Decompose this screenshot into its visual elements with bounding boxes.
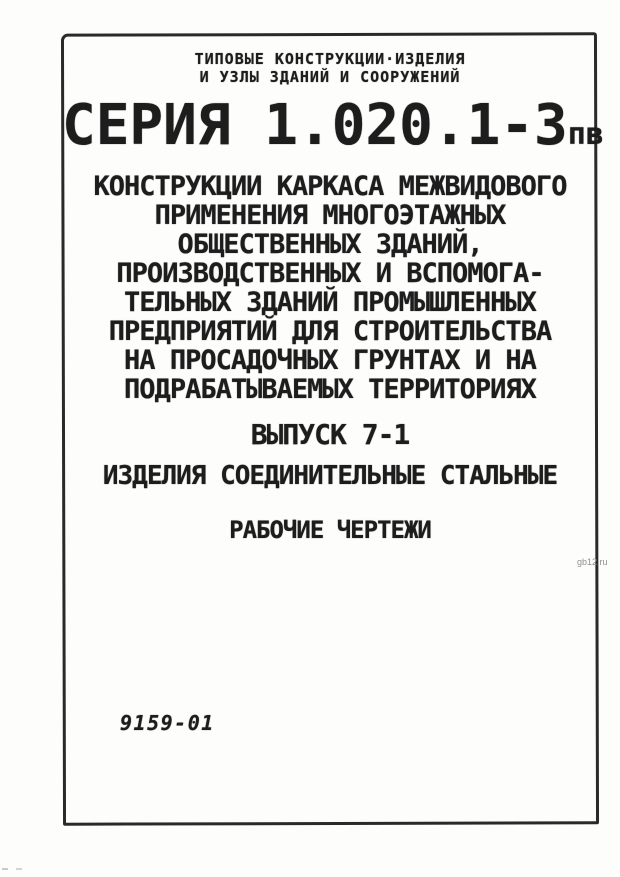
description-line: КОНСТРУКЦИИ КАРКАСА МЕЖВИДОВОГО [93, 171, 567, 202]
series-number: СЕРИЯ 1.020.1-3 [62, 93, 568, 158]
header-line-1: ТИПОВЫЕ КОНСТРУКЦИИ·ИЗДЕЛИЯ [194, 50, 466, 68]
subtitle-product: ИЗДЕЛИЯ СОЕДИНИТЕЛЬНЫЕ СТАЛЬНЫЕ [102, 461, 558, 491]
issue-label: ВЫПУСК 7-1 [250, 418, 410, 451]
header-line-2: И УЗЛЫ ЗДАНИЙ И СООРУЖЕНИЙ [199, 68, 461, 86]
description-line: ПРОИЗВОДСТВЕННЫХ И ВСПОМОГА- [116, 258, 544, 289]
series-suffix: пв [567, 117, 604, 152]
description-line: ПОДРАБАТЫВАЕМЫХ ТЕРРИТОРИЯХ [124, 374, 536, 405]
series-title [62, 93, 604, 165]
subtitle-drawings: РАБОЧИЕ ЧЕРТЕЖИ [229, 516, 431, 544]
description-block [62, 172, 598, 404]
doc-number: 9159-01 [120, 711, 215, 735]
description-line: ТЕЛЬНЫХ ЗДАНИЙ ПРОМЫШЛЕННЫХ [124, 287, 536, 318]
description-line: ПРЕДПРИЯТИЙ ДЛЯ СТРОИТЕЛЬСТВА [108, 316, 552, 347]
description-line: ПРИМЕНЕНИЯ МНОГОЭТАЖНЫХ [154, 200, 506, 231]
watermark: gb12.ru [577, 557, 608, 567]
document-header [62, 50, 598, 86]
scan-edge-artifact [2, 868, 28, 870]
description-line: НА ПРОСАДОЧНЫХ ГРУНТАХ И НА [124, 345, 536, 376]
description-line: ОБЩЕСТВЕННЫХ ЗДАНИЙ, [177, 229, 483, 260]
